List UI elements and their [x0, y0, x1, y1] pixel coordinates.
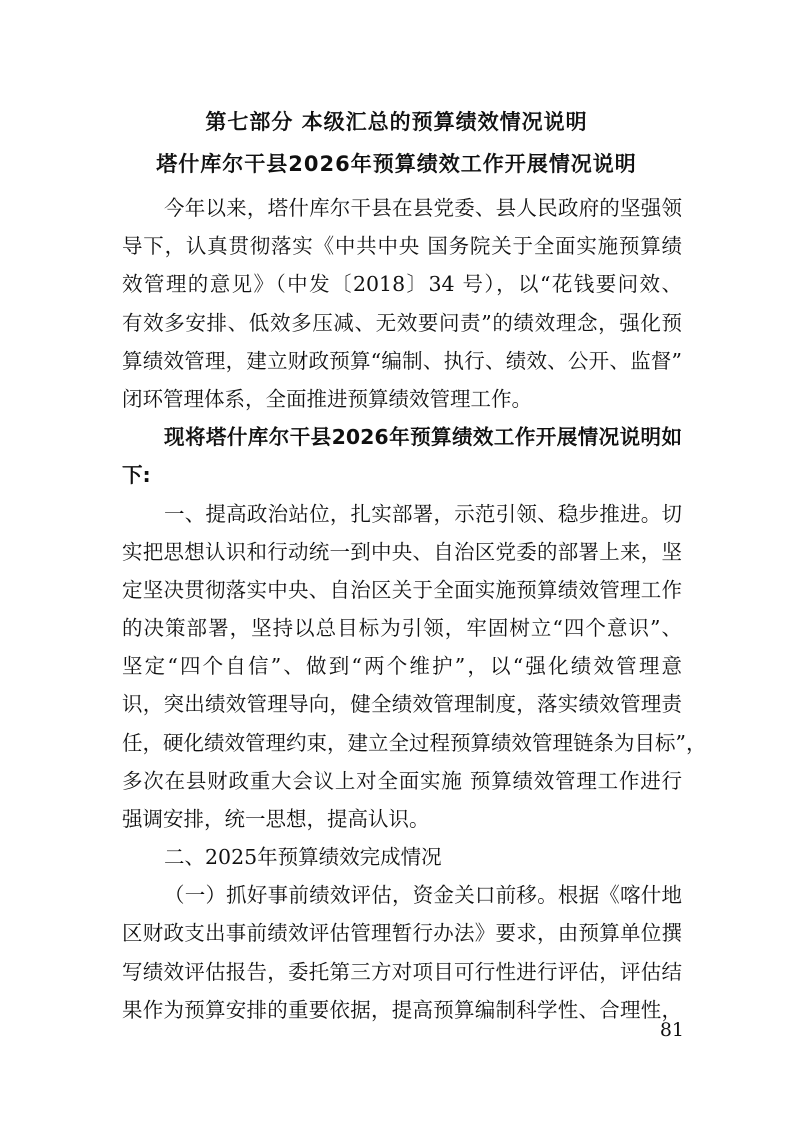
paragraph-line: 算绩效管理，建立财政预算“编制、执行、绩效、公开、监督” [122, 349, 682, 373]
paragraph-line: 闭环管理体系，全面推进预算绩效管理工作。 [122, 387, 532, 411]
paragraph-line: 定坚决贯彻落实中央、自治区关于全面实施预算绩效管理工作 [122, 578, 682, 602]
paragraph-line: 下: [122, 463, 151, 487]
paragraph-line: 写绩效评估报告，委托第三方对项目可行性进行评估，评估结 [122, 960, 682, 984]
paragraph-line: 强调安排，统一思想，提高认识。 [122, 807, 430, 831]
paragraph-line: （一）抓好事前绩效评估，资金关口前移。根据《喀什地 [164, 883, 682, 907]
document-title: 塔什库尔干县2026年预算绩效工作开展情况说明 [156, 152, 637, 176]
paragraph-line: 效管理的意见》（中发〔2018〕34 号），以“花钱要问效、 [122, 272, 682, 296]
paragraph-line: 有效多安排、低效多压减、无效要问责”的绩效理念，强化预 [122, 311, 682, 335]
paragraph-line: 实把思想认识和行动统一到中央、自治区党委的部署上来，坚 [122, 540, 682, 564]
section-heading: 第七部分 本级汇总的预算绩效情况说明 [205, 110, 588, 134]
paragraph-line: 多次在县财政重大会议上对全面实施 预算绩效管理工作进行 [122, 769, 682, 793]
page-number: 81 [659, 1019, 684, 1041]
paragraph-line: 导下，认真贯彻落实《中共中央 国务院关于全面实施预算绩 [122, 234, 682, 258]
paragraph-line: 坚定“四个自信”、做到“两个维护”，以“强化绩效管理意 [122, 654, 682, 678]
paragraph-line: 二、2025年预算绩效完成情况 [164, 845, 442, 869]
paragraph-line: 一、提高政治站位，扎实部署，示范引领、稳步推进。切 [164, 502, 682, 526]
paragraph-line: 任，硬化绩效管理约束，建立全过程预算绩效管理链条为目标”， [122, 731, 707, 755]
paragraph-line: 识，突出绩效管理导向，健全绩效管理制度，落实绩效管理责 [122, 692, 682, 716]
paragraph-line: 果作为预算安排的重要依据，提高预算编制科学性、合理性， [122, 998, 682, 1022]
paragraph-line: 的决策部署，坚持以总目标为引领，牢固树立“四个意识”、 [122, 616, 682, 640]
paragraph-line: 区财政支出事前绩效评估管理暂行办法》要求，由预算单位撰 [122, 921, 682, 945]
paragraph-line: 今年以来，塔什库尔干县在县党委、县人民政府的坚强领 [164, 196, 682, 220]
paragraph-line: 现将塔什库尔干县2026年预算绩效工作开展情况说明如 [164, 425, 682, 449]
